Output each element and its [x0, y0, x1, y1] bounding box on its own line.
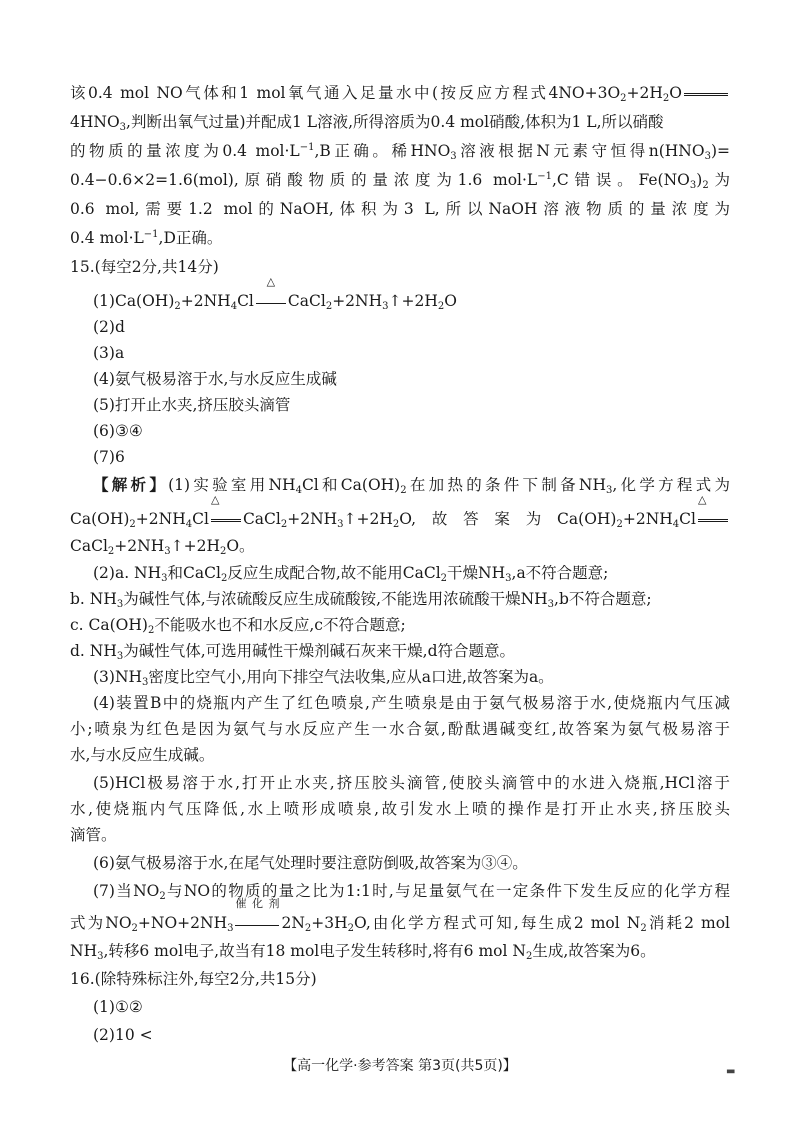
q15-explain-10: 小;喷泉为红色是因为氨气与水反应产生一水合氨,酚酞遇碱变红,故答案为氨气极易溶于 — [70, 720, 730, 738]
q15-answer-3: (3)a — [93, 344, 125, 362]
q15-explain-1: 【解析】(1)实验室用$NH_4Cl$和$Ca(OH)_2$在加热的条件下制备$NH_3$,化学方程式为 — [93, 475, 730, 496]
page-footer: 【高一化学·参考答案 第3页(共5页)】 — [283, 1058, 517, 1074]
q15-explain-17: 式为$NO_2+NO+2NH_3$ 催化剂 $2N_2+3H_2O$,由化学方程式可知,每生成2 mol $N_2$消耗2 mol — [70, 897, 730, 934]
q15-explain-5: b. $NH_3$为碱性气体,与浓硫酸反应生成硫酸铵,不能选用浓硫酸干燥$NH_3,b$不符合题意; — [70, 590, 652, 610]
q15-answer-5: (5)打开止水夹,挤压胶头滴管 — [93, 396, 291, 414]
q15-answer-1: $(1)Ca(OH)_2+2NH_4Cl$ △ $CaCl_2+2NH_3↑+2H_2O$ — [93, 275, 457, 312]
q15-explain-3: $CaCl_2+2NH_3↑+2H_2O$。 — [70, 537, 255, 557]
q14-line-1: 该0.4 mol NO气体和1 mol氧气通入足量水中(按反应方程式$4NO+3O_2+2H_2O$ — [70, 82, 730, 104]
q15-explain-11: 水,与水反应生成碱。 — [70, 746, 215, 764]
q15-explain-2: $Ca(OH)_2+2NH_4Cl$ △ $CaCl_2+2NH_3↑+2H_2O$,故答案为$Ca(OH)_2+2NH_4Cl$ △ — [70, 508, 730, 530]
q14-line-4: 0.4−0.6×2=1.6(mol),原硝酸物质的量浓度为1.6 $mol\cdot L^{-1},C$错误。$Fe(NO_3)_2$为 — [70, 171, 730, 191]
q15-explain-16: (7)当$NO_2$与NO的物质的量之比为1:1时,与足量氨气在一定条件下发生反应的化学方程 — [93, 882, 730, 902]
corner-mark: ▬ — [726, 1066, 736, 1077]
q15-answer-4: (4)氨气极易溶于水,与水反应生成碱 — [93, 370, 337, 388]
q15-explain-18: $NH_3$,转移6 mol电子,故当有18 mol电子发生转移时,将有6 mol $N_2$生成,故答案为6。 — [70, 942, 656, 962]
q15-answer-6: (6)③④ — [93, 422, 143, 440]
q14-line-3: 的物质的量浓度为0.4 $mol\cdot L^{-1},B$正确。稀$HNO_3$溶液根据N元素守恒得$n(HNO_3)=$ — [70, 142, 730, 162]
q14-line-6: 0.4 $mol\cdot L^{-1},D$正确。 — [70, 229, 223, 247]
q16-header: 16.(除特殊标注外,每空2分,共15分) — [70, 970, 317, 988]
q15-answer-7: (7)6 — [93, 448, 125, 466]
q15-explain-12: (5)HCl极易溶于水,打开止水夹,挤压胶头滴管,使胶头滴管中的水进入烧瓶,HCl溶于 — [93, 774, 730, 792]
q15-explain-15: (6)氨气极易溶于水,在尾气处理时要注意防倒吸,故答案为③④。 — [93, 854, 528, 872]
q15-explain-14: 滴管。 — [70, 826, 117, 844]
q15-explain-8: $(3)NH_3$密度比空气小,用向下排空气法收集,应从a口进,故答案为a。 — [93, 668, 554, 688]
q15-explain-6: c. $Ca(OH)_2$不能吸水也不和水反应,c不符合题意; — [70, 616, 406, 636]
q15-header: 15.(每空2分,共14分) — [70, 258, 219, 276]
q15-explain-9: (4)装置B中的烧瓶内产生了红色喷泉,产生喷泉是由于氨气极易溶于水,使烧瓶内气压减 — [93, 694, 730, 712]
q15-explain-7: d. $NH_3$为碱性气体,可选用碱性干燥剂碱石灰来干燥,d符合题意。 — [70, 642, 516, 662]
q14-line-5: 0.6 mol,需要1.2 mol的NaOH,体积为3 L,所以NaOH溶液物质的量浓度为 — [70, 200, 730, 218]
q14-line-2: $4HNO_3$,判断出氧气过量)并配成1 L溶液,所得溶质为0.4 mol硝酸,体积为1 L,所以硝酸 — [70, 113, 664, 133]
q16-answer-1: (1)①② — [93, 998, 143, 1016]
q15-explain-4: (2)a. $NH_3$和CaCl$_2$反应生成配合物,故不能用CaCl$_2$干燥$NH_3,a$不符合题意; — [93, 564, 609, 584]
q16-answer-2: (2)10 < — [93, 1026, 153, 1044]
q15-answer-2: (2)d — [93, 318, 125, 336]
q15-explain-13: 水,使烧瓶内气压降低,水上喷形成喷泉,故引发水上喷的操作是打开止水夹,挤压胶头 — [70, 800, 730, 818]
